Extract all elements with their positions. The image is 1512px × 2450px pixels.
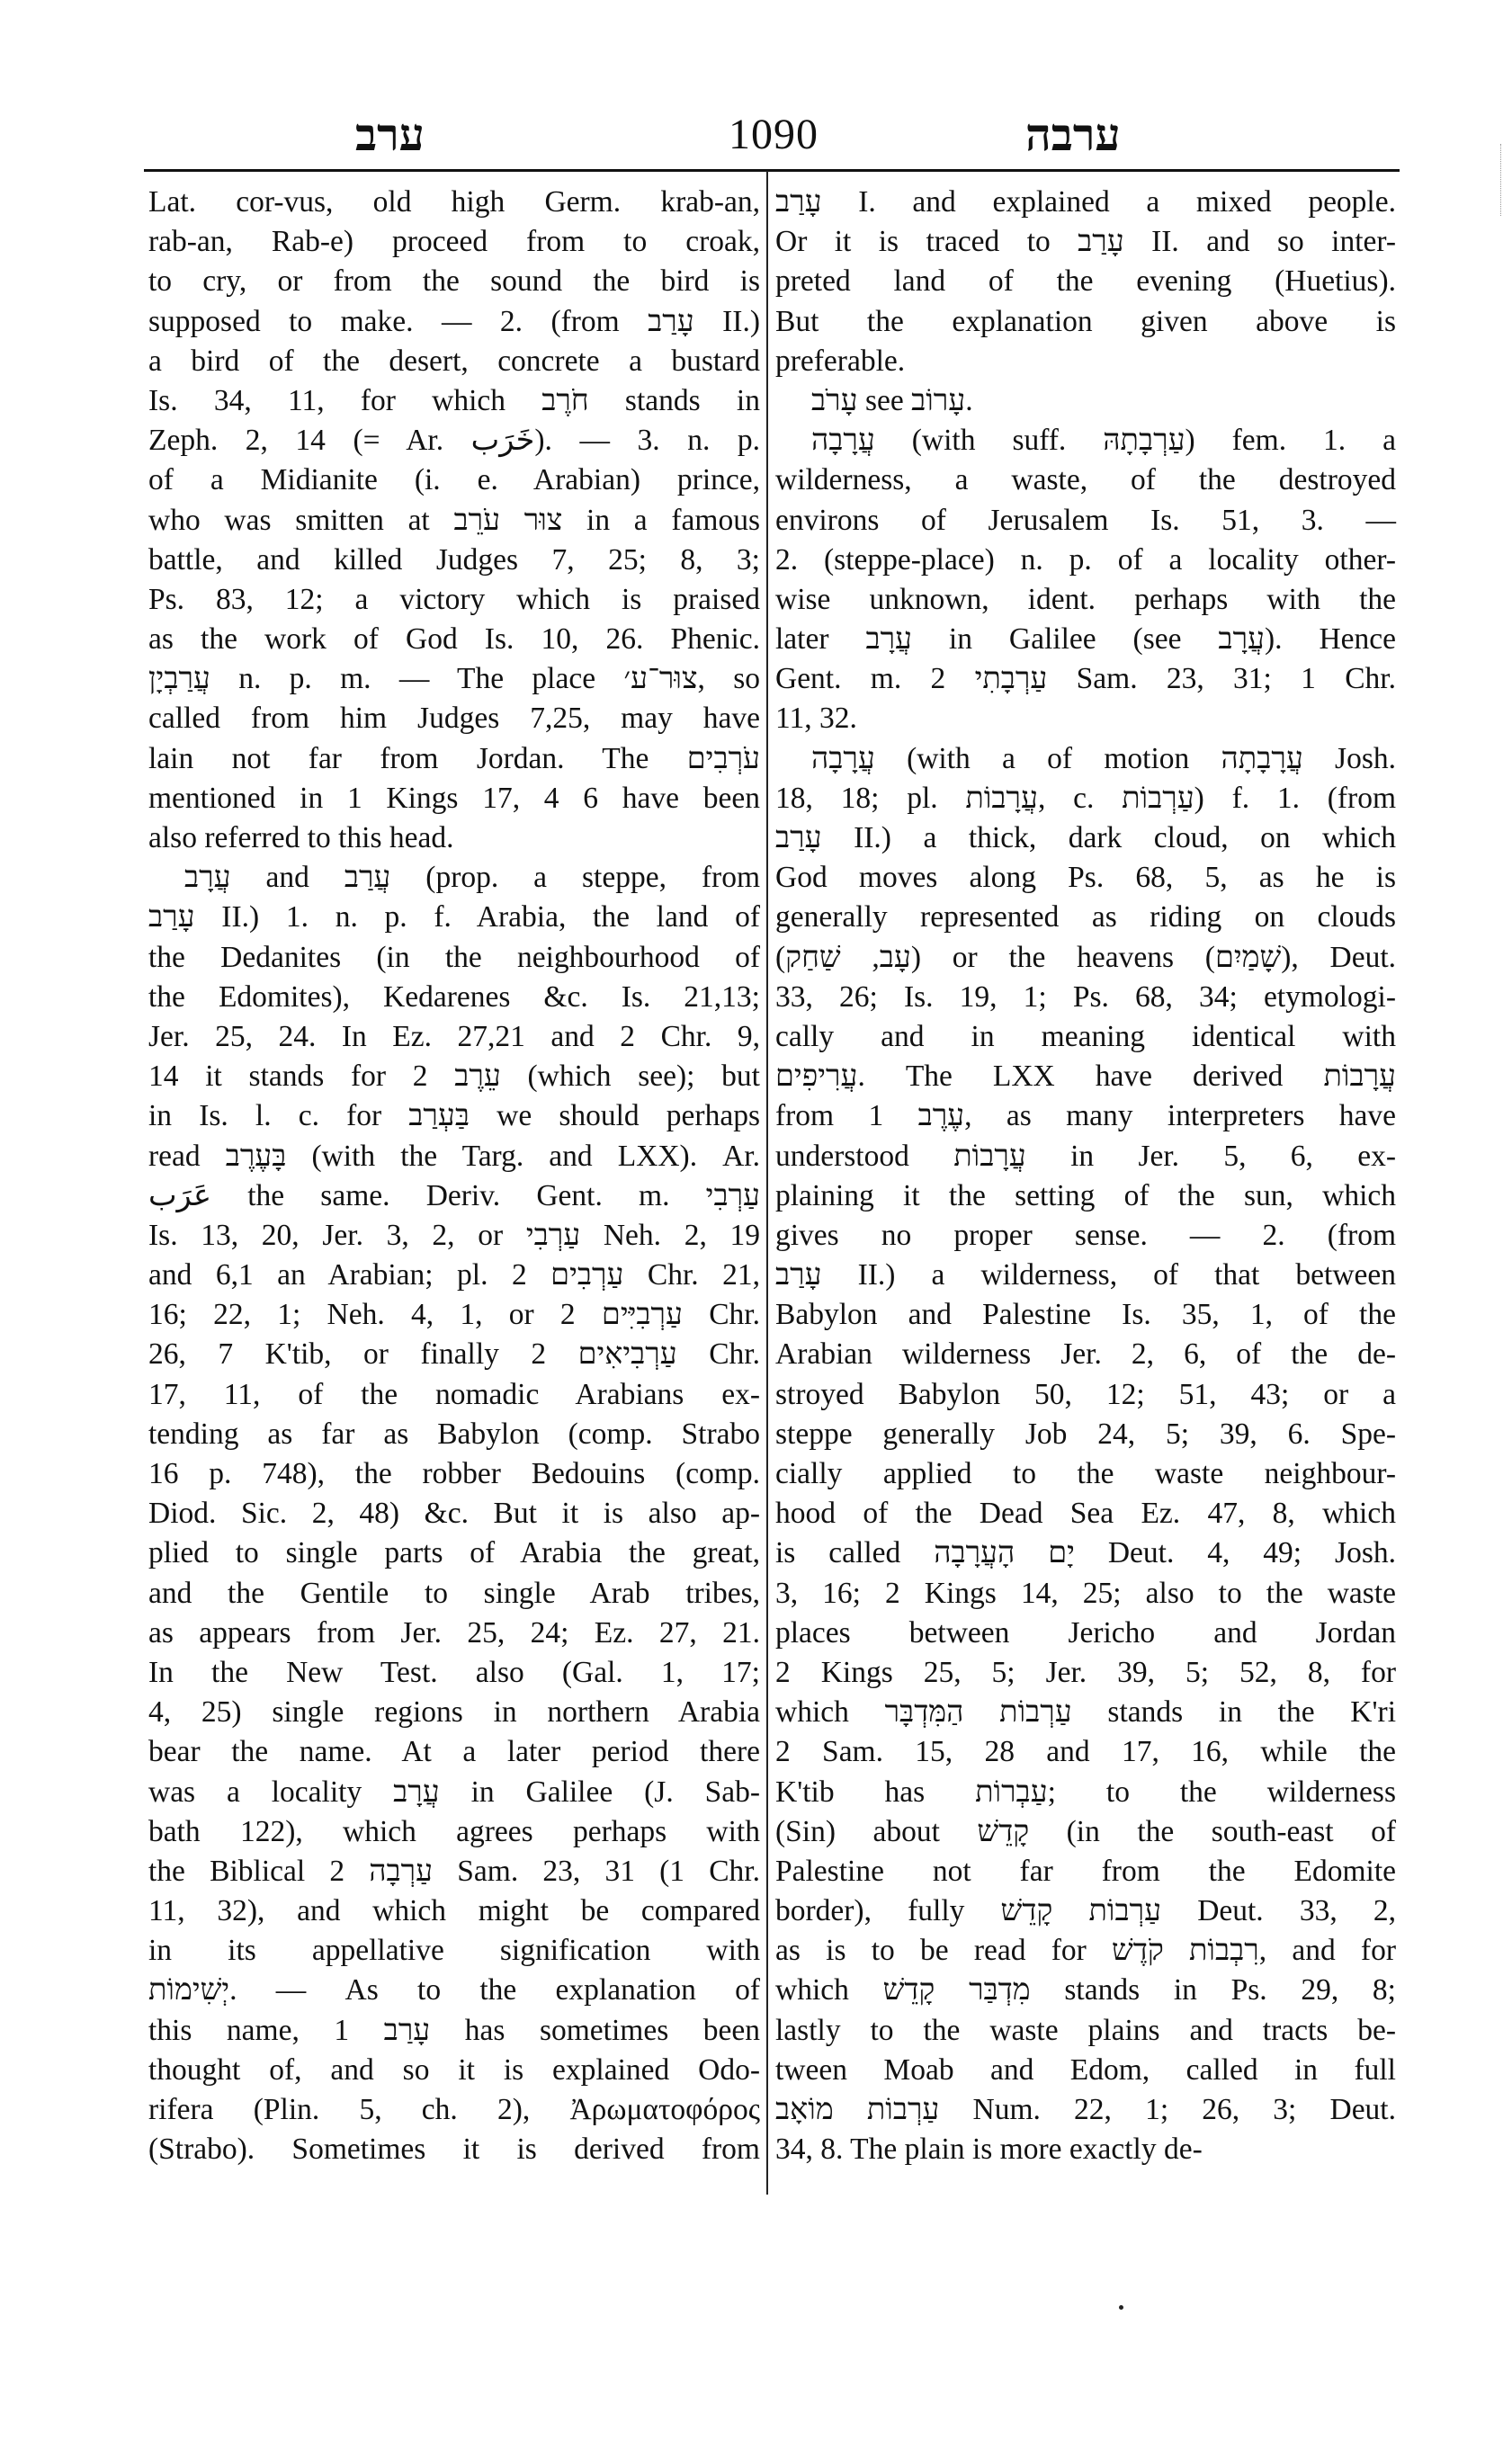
text-line: 11, 32. [775,702,857,736]
text-line: Jer. 25, 24. In Ez. 27,21 and 2 Chr. 9, [148,1019,760,1053]
text-line: Zeph. 2, 14 (= Ar. خَرَب). — 3. n. p. [148,424,761,458]
text-line: bear the name. At a later period there [148,1735,760,1769]
text-line: cally and in meaning identical with [775,1019,1396,1053]
text-line: עָרַב II.) a thick, dark cloud, on which [775,821,1396,854]
entry-headline: עֲרָבָה (with suff. עַרְבָתָהּ) fem. 1. a [811,424,1396,458]
text-line: lastly to the waste plains and tracts be- [775,2013,1396,2047]
text-line: עֲרַבְיָן n. p. m. — The place צוּר־ע׳, so [148,662,760,696]
text-line: in its appellative signification with [148,1934,760,1968]
text-line: 34, 8. The plain is more exactly de- [775,2133,1203,2167]
text-line: עָרַב II.) a wilderness, of that between [775,1258,1396,1292]
text-line: K'tib has עַבְרוֹת; to the wilderness [775,1775,1396,1809]
text-line: rifera (Plin. 5, ch. 2), Ἀρωματοφόρος [148,2093,760,2126]
text-line: stroyed Babylon 50, 12; 51, 43; or a [775,1377,1396,1411]
text-line: (Strabo). Sometimes it is derived from [148,2133,760,2167]
text-line: to cry, or from the sound the bird is [148,264,760,299]
text-line: plied to single parts of Arabia the great, [148,1536,760,1570]
text-line: Diod. Sic. 2, 48) &c. But it is also ap- [148,1497,760,1531]
text-line: a bird of the desert, concrete a bustard [148,344,760,378]
text-line: Or it is traced to עָרַב II. and so inter- [775,225,1397,259]
left-column [148,183,760,2169]
text-line: understood עֲרָבוֹת in Jer. 5, 6, ex- [775,1139,1396,1173]
text-line: (Sin) about קָדֵשׁ (in the south-east of [775,1814,1396,1848]
text-line: battle, and killed Judges 7, 25; 8, 3; [148,542,760,577]
text-line: generally represented as riding on clouds [775,900,1396,934]
text-line: 26, 7 K'tib, or finally עַרְבִיאִים 2 Chr. [148,1337,760,1372]
text-line: thought of, and so it is explained Odo- [148,2052,760,2087]
text-line: Babylon and Palestine Is. 35, 1, of the [775,1298,1396,1332]
text-line: Is. 34, 11, for which חֹרֶב stands in [148,383,760,417]
text-line: tween Moab and Edom, called in full [775,2052,1396,2087]
entry-headline: עֲרָבָה (with a of motion עֲרָבָתָה Josh. [811,741,1396,775]
margin-scan-marks [1500,144,1503,216]
header-rule [144,169,1400,172]
text-line: 2 Kings 25, 5; Jer. 39, 5; 52, 8, for [775,1655,1396,1689]
text-line: 16 p. 748), the robber Bedouins (comp. [148,1457,760,1490]
text-line: which מִדְבַּר קָדֵשׁ stands in Ps. 29, 8; [775,1973,1396,2007]
text-line: 3, 16; 2 Kings 14, 25; also to the waste [775,1576,1396,1610]
text-line: who was smitten at צוּר עֹרֵב in a famous [148,503,761,537]
text-line: preferable. [775,344,906,378]
text-line: supposed to make. — 2. (from עָרַב II.) [148,304,760,338]
text-line: cially applied to the waste neighbour- [775,1457,1396,1490]
entry-headline: עֲרָב and עֲרַב (prop. a steppe, from [184,861,760,895]
text-line: Lat. cor-vus, old high Germ. krab-an, [148,185,760,219]
text-line: 16; 22, 1; Neh. 4, 1, or עַרְבִיִּים 2 Chr. [148,1298,760,1332]
text-line: later עֲרָב in Galilee (see עֲרָב). Hence [775,622,1396,657]
text-line: as is to be read for רִבְבוֹת קֹדֶשׁ, and for [775,1934,1396,1968]
text-line: tending as far as Babylon (comp. Strabo [148,1417,760,1451]
left-running-headword: ערב [355,108,425,161]
text-line: plaining it the setting of the sun, which [775,1178,1396,1212]
text-line: places between Jericho and Jordan [775,1615,1396,1650]
text-line: But the explanation given above is [775,304,1396,338]
text-line: Gent. m. עַרְבָתִי 2 Sam. 23, 31; 1 Chr. [775,662,1396,696]
text-line: 33, 26; Is. 19, 1; Ps. 68, 34; etymologi- [775,979,1396,1014]
text-line: עֲרִיפִים. The LXX have derived עֲרָבוֹת [775,1060,1396,1094]
text-line: In the New Test. also (Gal. 1, 17; [148,1655,760,1689]
text-line: from עֶרֶב 1, as many interpreters have [775,1099,1396,1133]
text-line: עַרְבוֹת מוֹאָב Num. 22, 1; 26, 3; Deut. [775,2093,1396,2126]
text-line: is called יָם הָעֲרָבָה Deut. 4, 49; Josh. [775,1536,1396,1570]
text-line: עָרַב I. and explained a mixed people. [775,185,1396,219]
text-line: 11, 32), and which might be compared [148,1894,760,1928]
text-line: the Biblical עַרְבָה 2 Sam. 23, 31 (1 Chr. [148,1854,760,1888]
right-column [775,183,1396,2169]
text-line: wise unknown, ident. perhaps with the [775,582,1396,616]
text-line: 2 Sam. 15, 28 and 17, 16, while the [775,1735,1396,1769]
text-line: gives no proper sense. — 2. (from [775,1218,1396,1252]
text-line: عَرَب the same. Deriv. Gent. m. עַרְבִי [148,1178,760,1212]
text-line: and the Gentile to single Arab tribes, [148,1576,760,1610]
right-running-headword: ערבה [1025,108,1121,161]
text-line: (עָב, שַׁחַק) or the heavens (שָׁמַיִם), Deut. [775,940,1397,974]
text-line: hood of the Dead Sea Ez. 47, 8, which [775,1497,1396,1531]
text-line: 18, 18; pl. עֲרָבוֹת, c. עַרְבוֹת) f. 1. (from [775,781,1397,815]
text-line: lain not far from Jordan. The עֹרְבִים [148,741,760,775]
text-line: the Dedanites (in the neighbourhood of [148,940,760,974]
text-line: as appears from Jer. 25, 24; Ez. 27, 21. [148,1615,760,1650]
text-line: Palestine not far from the Edomite [775,1854,1396,1888]
text-line: environs of Jerusalem Is. 51, 3. — [775,503,1396,537]
text-line: rab-an, Rab-e) proceed from to croak, [148,225,760,259]
text-line: wilderness, a waste, of the destroyed [775,463,1396,497]
text-line: God moves along Ps. 68, 5, as he is [775,861,1396,895]
text-line: bath 122), which agrees perhaps with [148,1814,760,1848]
text-line: as the work of God Is. 10, 26. Phenic. [148,622,760,657]
text-line: also referred to this head. [148,821,454,854]
text-line: 14 it stands for עֵרֶב 2 (which see); but [148,1060,760,1094]
text-line: this name, עָרַב 1 has sometimes been [148,2013,761,2047]
text-line: and 6,1 an Arabian; pl. עַרְבִים 2 Chr. 21, [148,1258,760,1292]
text-line: Ps. 83, 12; a victory which is praised [148,582,760,616]
text-line: the Edomites), Kedarenes &c. Is. 21,13; [148,979,760,1014]
text-line: 17, 11, of the nomadic Arabians ex- [148,1377,760,1411]
text-line: 2. (steppe-place) n. p. of a locality other- [775,542,1396,577]
text-line: mentioned in 1 Kings 17, 4 6 have been [148,781,760,815]
text-line: Is. 13, 20, Jer. 3, 2, or עַרְבִי Neh. 2, 19 [148,1218,761,1252]
text-line: read בָּעֶרֶב (with the Targ. and LXX). Ar. [148,1139,760,1173]
scan-speck [1119,2305,1123,2310]
text-line: in Is. l. c. for בַּעְרַב we should perhaps [148,1099,760,1133]
text-line: called from him Judges 7,25, may have [148,702,760,736]
page-header [144,106,1399,169]
text-line: עָרַב II.) 1. n. p. f. Arabia, the land of [148,900,760,934]
entry-headline: עָרֹב see עָרוֹב. [811,383,973,417]
text-line: steppe generally Job 24, 5; 39, 6. Spe- [775,1417,1396,1451]
column-divider [766,171,768,2195]
text-line: border), fully עַרְבוֹת קָדֵשׁ Deut. 33, 2, [775,1894,1396,1928]
text-line: which עַרְבוֹת הַמִּדְבָּר stands in the K'ri [775,1695,1396,1730]
page-number: 1090 [729,111,819,158]
text-line: Arabian wilderness Jer. 2, 6, of the de- [775,1337,1396,1372]
text-line: 4, 25) single regions in northern Arabia [148,1695,760,1730]
text-line: יְשִׁימוֹת. — As to the explanation of [148,1973,760,2007]
text-line: was a locality עֲרָב in Galilee (J. Sab- [148,1775,760,1809]
text-line: preted land of the evening (Huetius). [775,264,1396,299]
text-line: of a Midianite (i. e. Arabian) prince, [148,463,760,497]
